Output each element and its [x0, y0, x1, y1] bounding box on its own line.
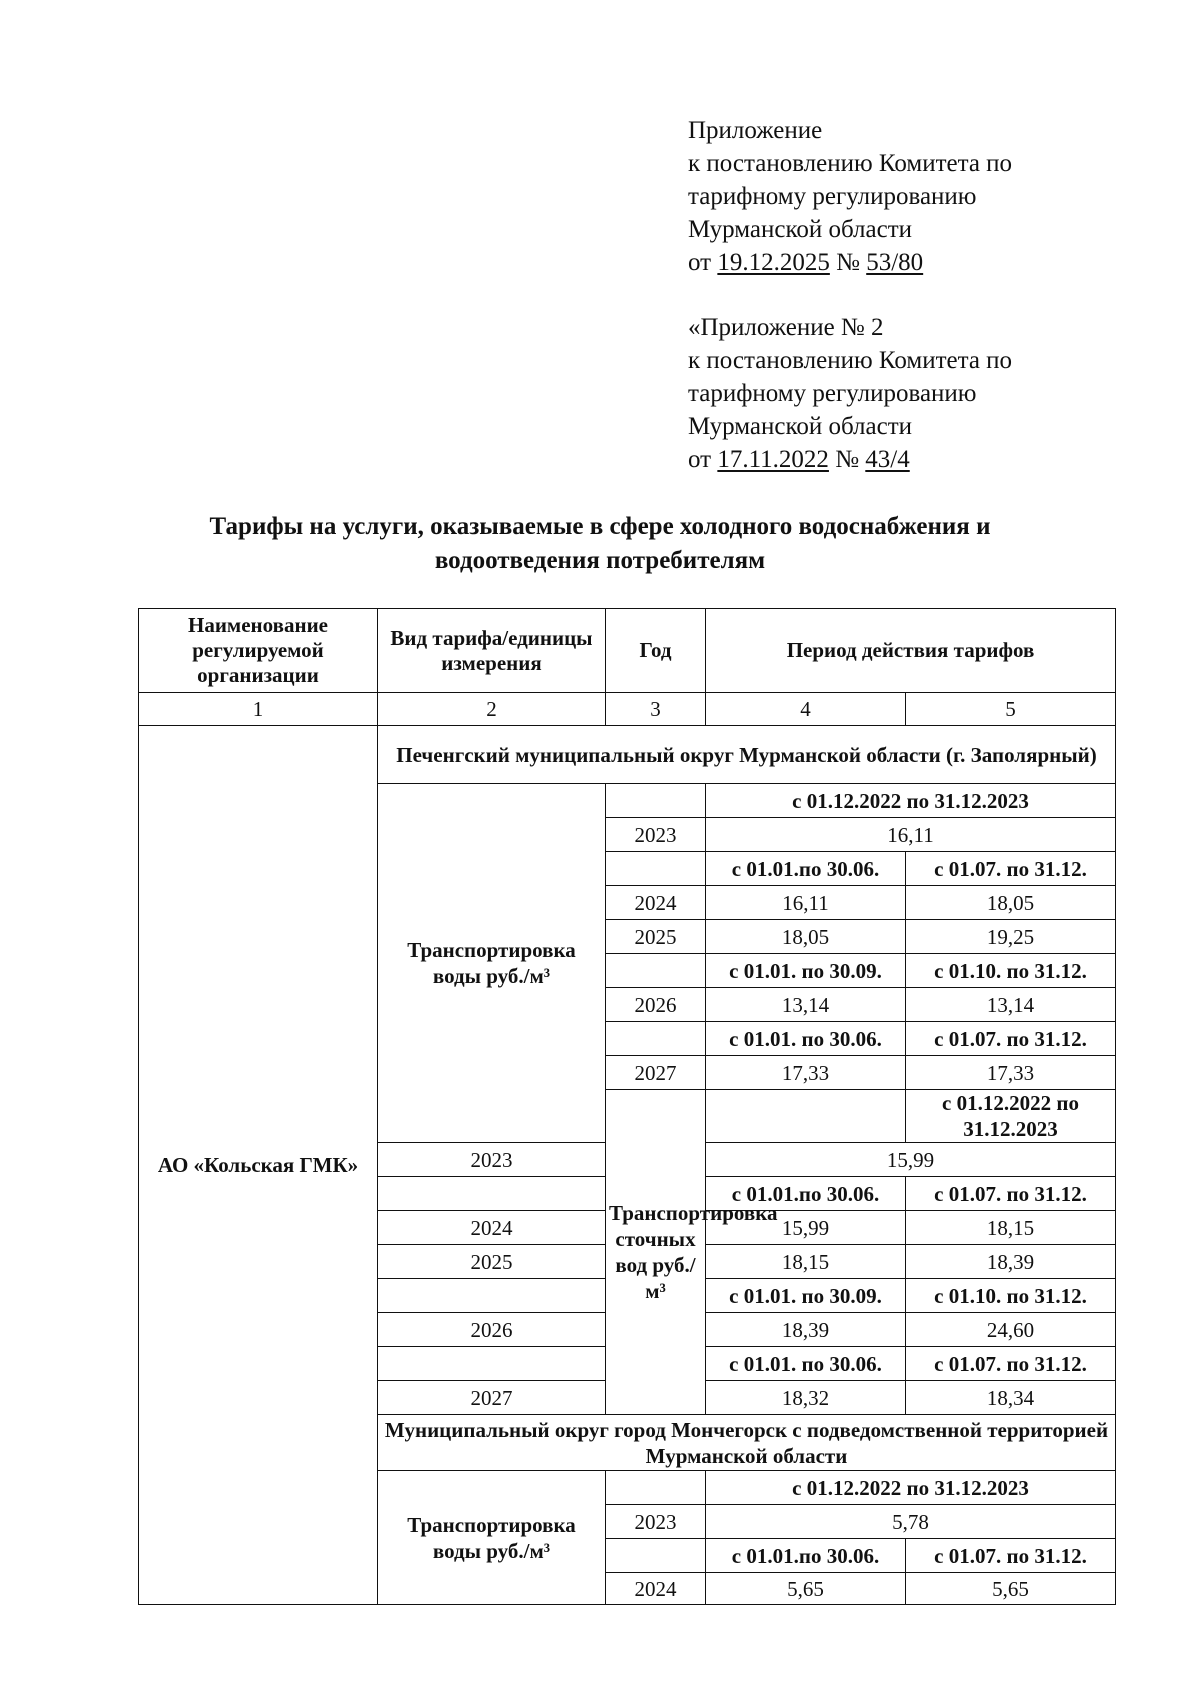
- appendix-1-line4: Мурманской области: [688, 216, 913, 243]
- col-number-2: 2: [378, 693, 606, 726]
- year-cell: 2024: [606, 886, 706, 920]
- empty-cell: [378, 1177, 606, 1211]
- appendix-2-number: 43/4: [865, 446, 910, 473]
- col-number-4: 4: [706, 693, 906, 726]
- document-title: [100, 510, 1100, 578]
- year-cell: 2023: [378, 1143, 606, 1177]
- value-cell: 15,99: [706, 1211, 906, 1245]
- period-first-half: с 01.01. по 30.06.: [706, 1347, 906, 1381]
- value-cell: 18,15: [706, 1245, 906, 1279]
- period-first-half: с 01.01.по 30.06.: [706, 1539, 906, 1573]
- year-cell: 2024: [378, 1211, 606, 1245]
- value-cell: 13,14: [906, 988, 1116, 1022]
- value-cell: 18,32: [706, 1381, 906, 1415]
- period-second-half: с 01.07. по 31.12.: [906, 1177, 1116, 1211]
- col-number-1: 1: [139, 693, 378, 726]
- period-fourth-quarter: с 01.10. по 31.12.: [906, 1279, 1116, 1313]
- period-first-half: с 01.01.по 30.06.: [706, 852, 906, 886]
- appendix-1-header: [688, 114, 1012, 279]
- value-cell: 18,05: [706, 920, 906, 954]
- empty-cell: [606, 1539, 706, 1573]
- value-cell: 16,11: [706, 818, 1116, 852]
- value-cell: 13,14: [706, 988, 906, 1022]
- value-cell: 18,39: [906, 1245, 1116, 1279]
- value-cell: 24,60: [906, 1313, 1116, 1347]
- year-cell: 2023: [606, 818, 706, 852]
- header-period: Период действия тарифов: [706, 609, 1116, 693]
- empty-cell: [378, 1279, 606, 1313]
- period-fourth-quarter: с 01.10. по 31.12.: [906, 954, 1116, 988]
- appendix-2-line2: к постановлению Комитета по: [688, 347, 1013, 374]
- appendix-2-header: [688, 311, 1012, 476]
- value-cell: 5,65: [906, 1573, 1116, 1605]
- period-first-nine-months: с 01.01. по 30.09.: [706, 1279, 906, 1313]
- header-kind: Вид тарифа/единицы измерения: [378, 609, 606, 693]
- empty-cell: [378, 1347, 606, 1381]
- appendix-2-line1: «Приложение № 2: [688, 314, 884, 341]
- tariff-table: [138, 608, 1116, 1605]
- document-title-line1: Тарифы на услуги, оказываемые в сфере холодного водоснабжения и: [209, 513, 991, 540]
- appendix-2-date: 17.11.2022: [717, 446, 829, 473]
- period-second-half: с 01.07. по 31.12.: [906, 1022, 1116, 1056]
- year-cell: 2026: [378, 1313, 606, 1347]
- value-cell: 18,34: [906, 1381, 1116, 1415]
- appendix-2-date-line: [688, 443, 1012, 476]
- period-first-nine-months: с 01.01. по 30.09.: [706, 954, 906, 988]
- empty-cell: [606, 1471, 706, 1505]
- period-first-half: с 01.01.по 30.06.: [706, 1177, 906, 1211]
- year-cell: 2027: [606, 1056, 706, 1090]
- appendix-2-date-prefix: от: [688, 446, 712, 473]
- value-cell: 15,99: [706, 1143, 1116, 1177]
- region-monchegorsk: Муниципальный округ город Мончегорск с подведомственной территорией Мурманской области: [378, 1415, 1116, 1471]
- year-cell: 2025: [378, 1245, 606, 1279]
- period-full-2023: с 01.12.2022 по 31.12.2023: [906, 1090, 1116, 1143]
- col-number-3: 3: [606, 693, 706, 726]
- appendix-1-line1: Приложение: [688, 117, 823, 144]
- table-header-row: [139, 609, 1116, 693]
- empty-cell: [606, 1022, 706, 1056]
- region-pechenga: Печенгский муниципальный округ Мурманской области (г. Заполярный): [378, 726, 1116, 784]
- appendix-1-date-prefix: от: [688, 249, 712, 276]
- tariff-kind-sewage: Транспортировка сточных вод руб./м³: [606, 1090, 706, 1415]
- period-full-2023: с 01.12.2022 по 31.12.2023: [706, 1471, 1116, 1505]
- value-cell: 5,65: [706, 1573, 906, 1605]
- organization-name: АО «Кольская ГМК»: [139, 726, 378, 1605]
- appendix-2-number-sign: №: [835, 446, 860, 473]
- year-cell: 2024: [606, 1573, 706, 1605]
- period-second-half: с 01.07. по 31.12.: [906, 1347, 1116, 1381]
- appendix-1-number-sign: №: [836, 249, 860, 276]
- year-cell: 2025: [606, 920, 706, 954]
- appendix-1-date-line: [688, 246, 1012, 279]
- header-org: Наименование регулируемой организации: [139, 609, 378, 693]
- period-second-half: с 01.07. по 31.12.: [906, 852, 1116, 886]
- region-row-pechenga: [139, 726, 1116, 784]
- year-cell: 2027: [378, 1381, 606, 1415]
- appendix-1-line3: тарифному регулированию: [688, 183, 977, 210]
- tariff-kind-water-monchegorsk: Транспортировка воды руб./м³: [378, 1471, 606, 1605]
- appendix-2-line4: Мурманской области: [688, 413, 913, 440]
- value-cell: 18,05: [906, 886, 1116, 920]
- column-numbers-row: [139, 693, 1116, 726]
- value-cell: 5,78: [706, 1505, 1116, 1539]
- empty-cell: [606, 954, 706, 988]
- value-cell: 17,33: [906, 1056, 1116, 1090]
- period-second-half: с 01.07. по 31.12.: [906, 1539, 1116, 1573]
- empty-cell: [606, 784, 706, 818]
- empty-cell: [606, 852, 706, 886]
- tariff-kind-water: Транспортировка воды руб./м³: [378, 784, 606, 1143]
- year-cell: 2026: [606, 988, 706, 1022]
- value-cell: 18,15: [906, 1211, 1116, 1245]
- document-title-line2: водоотведения потребителям: [434, 547, 766, 574]
- empty-cell: [706, 1090, 906, 1143]
- appendix-1-number: 53/80: [866, 249, 924, 276]
- appendix-2-line3: тарифному регулированию: [688, 380, 977, 407]
- header-year: Год: [606, 609, 706, 693]
- appendix-1-line2: к постановлению Комитета по: [688, 150, 1013, 177]
- value-cell: 19,25: [906, 920, 1116, 954]
- year-cell: 2023: [606, 1505, 706, 1539]
- appendix-1-date: 19.12.2025: [717, 249, 830, 276]
- period-full-2023: с 01.12.2022 по 31.12.2023: [706, 784, 1116, 818]
- value-cell: 17,33: [706, 1056, 906, 1090]
- value-cell: 16,11: [706, 886, 906, 920]
- col-number-5: 5: [906, 693, 1116, 726]
- value-cell: 18,39: [706, 1313, 906, 1347]
- period-first-half: с 01.01. по 30.06.: [706, 1022, 906, 1056]
